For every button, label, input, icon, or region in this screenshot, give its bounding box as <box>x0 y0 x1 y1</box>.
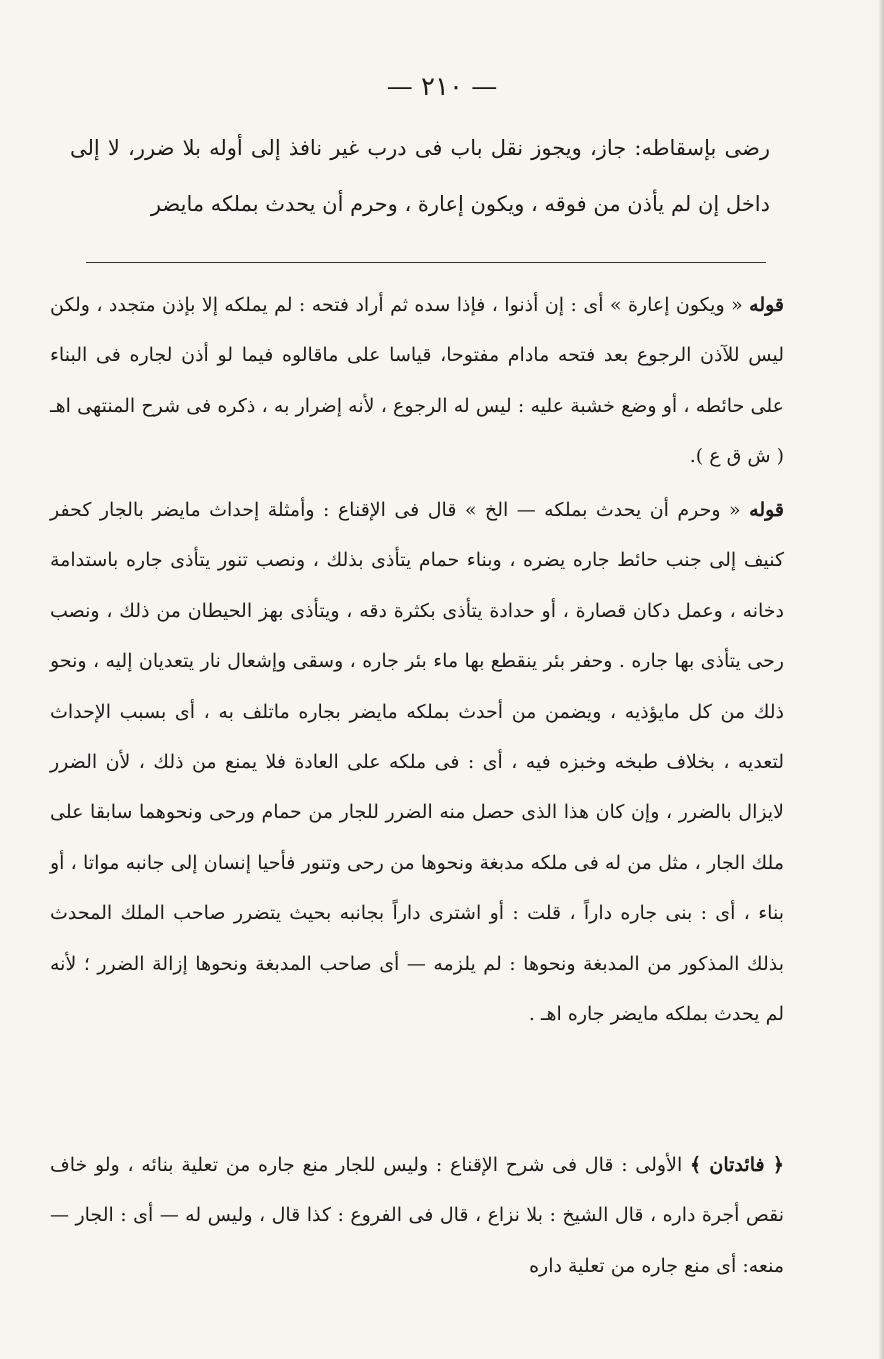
commentary-paragraph-3 <box>50 1140 784 1291</box>
paragraph-text: « وحرم أن يحدث بملكه — الخ » قال فى الإقناع : وأمثلة إحداث مايضر بالجار كحفر كنيف إلى جنب حائط جاره يضره ، وبناء حمام يتأذى بذلك ، ونصب تنور يتأذى جاره باستدامة دخانه ، وعمل دكان قصارة ، أو حدادة يتأذى بكثرة دقه ، ويتأذى بهز الحيطان من ذلك ، ونصب رحى يتأذى بها جاره . وحفر بئر ينقطع بها ماء بئر جاره ، وسقى وإشعال نار يتعديان إليه ، ونحو ذلك من كل مايؤذيه ، ويضمن من أحدث بملكه مايضر بجاره ماتلف به ، أى بسبب الإحداث لتعديه ، بخلاف طبخه وخبزه فيه ، أى : فى ملكه على العادة فلا يمنع من ذلك ، لأن الضرر لايزال بالضرر ، وإن كان هذا الذى حصل منه الضرر للجار من حمام ورحى ونحوهما سابقا على ملك الجار ، مثل من له فى ملكه مدبغة ونحوها من رحى وتنور فأحيا إنسان إلى جانبه مواتا ، أو بناء ، أى : بنى جاره داراً ، قلت : أو اشترى داراً بجانبه بحيث يتضرر صاحب الملك المحدث بذلك المذكور من المدبغة ونحوها : لم يلزمه — أى صاحب المدبغة ونحوها إزالة الضرر ؛ لأنه لم يحدث بملكه مايضر جاره اهـ . <box>50 499 784 1026</box>
paragraph-lead: قوله <box>749 499 785 521</box>
footnote-divider <box>86 262 766 263</box>
paragraph-text: الأولى : قال فى شرح الإقناع : وليس للجار منع جاره من تعلية بنائه ، ولو خاف نقص أجرة داره ، قال الشيخ : بلا نزاع ، قال فى الفروع : كذا قال ، وليس له — أى : الجار — منعه: أى منع جاره من تعلية داره <box>50 1154 784 1277</box>
page-edge-shadow <box>878 0 884 1359</box>
paragraph-lead: قوله <box>749 294 785 316</box>
paragraph-text: « ويكون إعارة » أى : إن أذنوا ، فإذا سده ثم أراد فتحه : لم يملكه إلا بإذن متجدد ، ولكن ليس للآذن الرجوع بعد فتحه مادام مفتوحا، قياسا على ماقالوه فيما لو أذن لجاره فى البناء على حائطه ، أو وضع خشبة عليه : ليس له الرجوع ، لأنه إضرار به ، ذكره فى شرح المنتهى اهـ ( ش ق ع ). <box>50 294 784 468</box>
commentary-paragraph-2 <box>50 485 784 1039</box>
main-text: رضى بإسقاطه: جاز، ويجوز نقل باب فى درب غير نافذ إلى أوله بلا ضرر، لا إلى داخل إن لم يأذن من فوقه ، ويكون إعارة ، وحرم أن يحدث بملكه مايضر <box>70 136 770 216</box>
paragraph-lead: ﴿ فائدتان ﴾ <box>689 1154 784 1176</box>
page-number: — ٢١٠ — <box>386 72 498 102</box>
commentary-paragraph-1 <box>50 280 784 482</box>
